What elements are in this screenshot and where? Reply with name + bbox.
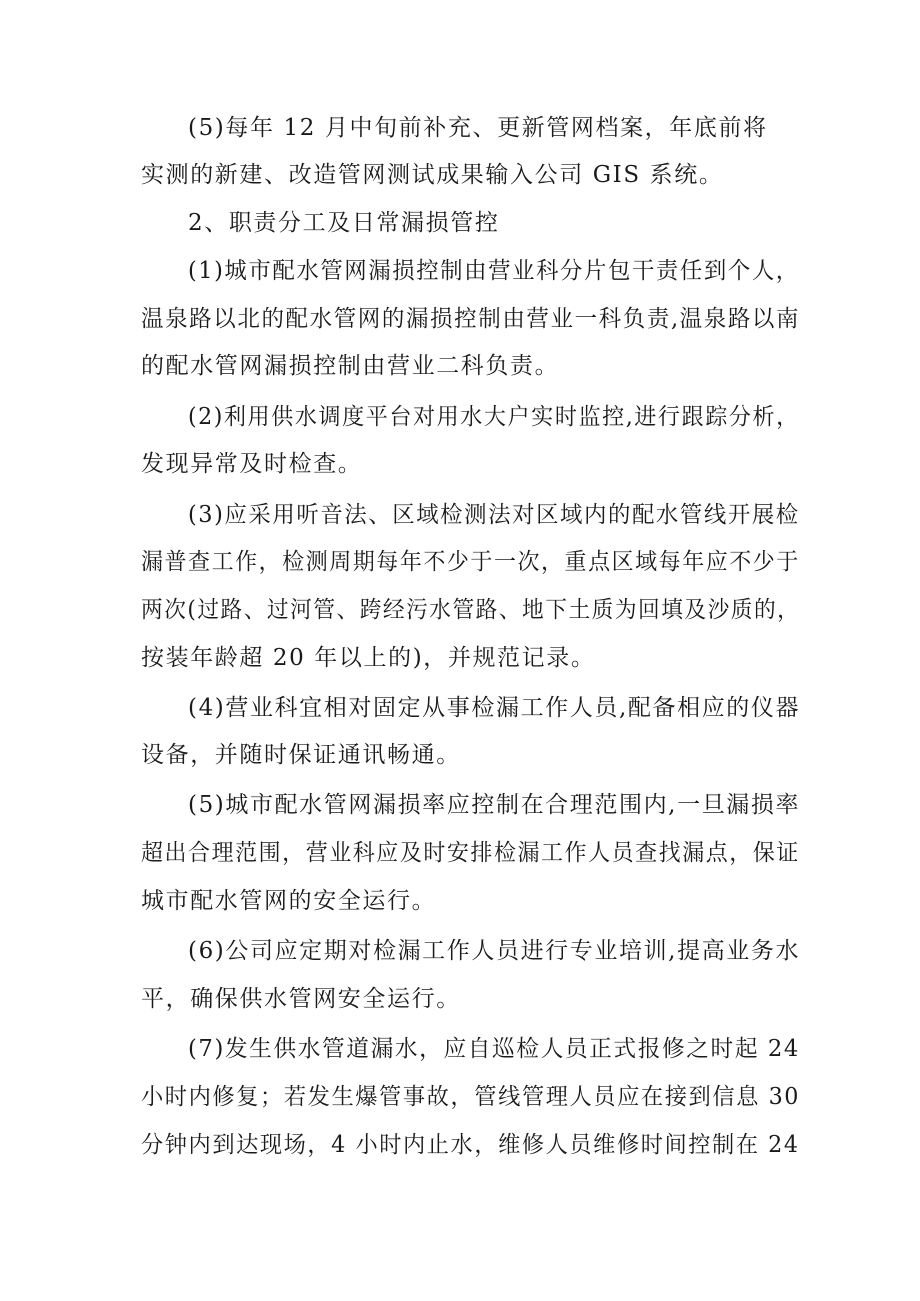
text-line: 城市配水管网的安全运行。 bbox=[141, 888, 437, 914]
text-line: 平，确保供水管网安全运行。 bbox=[141, 986, 461, 1012]
text-line: 分钟内到达现场，4 小时内止水，维修人员维修时间控制在 24 bbox=[141, 1132, 800, 1158]
section-heading: 2、职责分工及日常漏损管控 bbox=[188, 210, 500, 236]
text-line: 发现异常及时检查。 bbox=[141, 451, 363, 477]
text-line: 小时内修复；若发生爆管事故，管线管理人员应在接到信息 30 bbox=[141, 1084, 800, 1110]
text-line: 两次(过路、过河管、跨经污水管路、地下土质为回填及沙质的， bbox=[141, 597, 801, 623]
text-line: (2)利用供水调度平台对用水大户实时监控,进行跟踪分析， bbox=[188, 404, 800, 430]
text-line: 按装年龄超 20 年以上的)，并规范记录。 bbox=[141, 645, 596, 671]
text-line: 设备，并随时保证通讯畅通。 bbox=[141, 742, 461, 768]
text-line: 温泉路以北的配水管网的漏损控制由营业一科负责,温泉路以南 bbox=[141, 306, 801, 332]
text-line: (5)城市配水管网漏损率应控制在合理范围内,一旦漏损率 bbox=[188, 792, 801, 818]
text-line: (4)营业科宜相对固定从事检漏工作人员,配备相应的仪器 bbox=[188, 695, 801, 721]
text-line: (3)应采用听音法、区域检测法对区域内的配水管线开展检 bbox=[188, 502, 800, 528]
text-line: 超出合理范围，营业科应及时安排检漏工作人员查找漏点，保证 bbox=[141, 840, 800, 866]
text-line: (1)城市配水管网漏损控制由营业科分片包干责任到个人， bbox=[188, 258, 800, 284]
text-line: (7)发生供水管道漏水，应自巡检人员正式报修之时起 24 bbox=[188, 1036, 800, 1062]
text-line: 漏普查工作，检测周期每年不少于一次，重点区域每年应不少于 bbox=[141, 549, 800, 575]
text-line: 的配水管网漏损控制由营业二科负责。 bbox=[141, 353, 560, 379]
text-line: (6)公司应定期对检漏工作人员进行专业培训,提高业务水 bbox=[188, 938, 801, 964]
text-line: (5)每年 12 月中旬前补充、更新管网档案，年底前将 bbox=[188, 115, 768, 141]
text-line: 实测的新建、改造管网测试成果输入公司 GIS 系统。 bbox=[141, 162, 724, 188]
